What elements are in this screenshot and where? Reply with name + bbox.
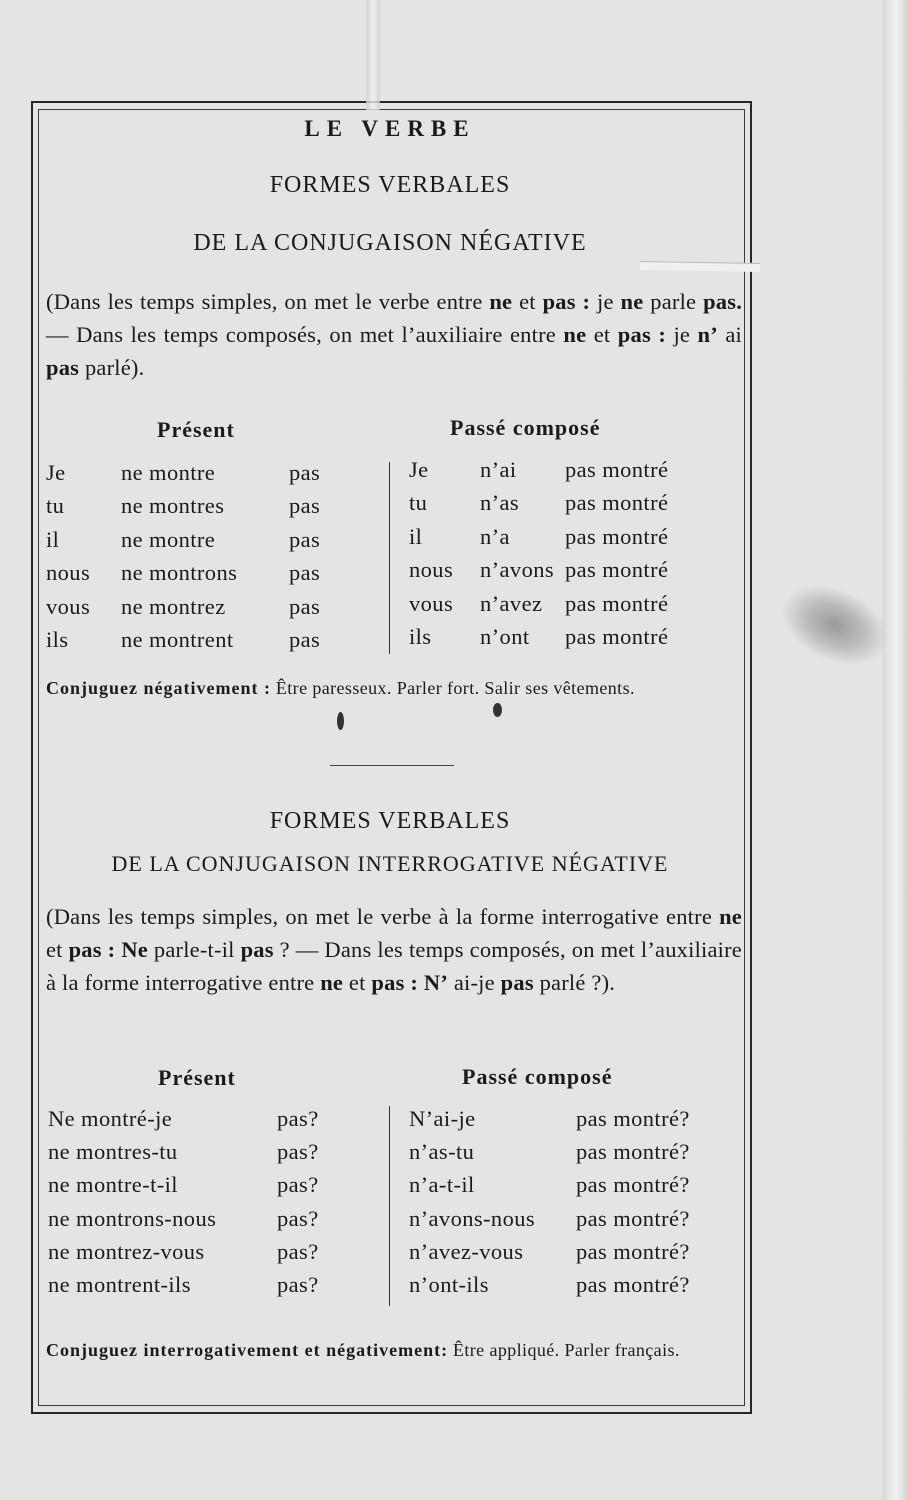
neg-passe-cell: n’a bbox=[480, 523, 510, 549]
neg-passe-cell: nous bbox=[409, 557, 454, 583]
neg-passe-cell: n’ai bbox=[480, 457, 517, 482]
neg-passe-cell: pas montré bbox=[565, 624, 669, 649]
paragraph-text: je bbox=[590, 289, 621, 314]
neg-present-cell: pas bbox=[289, 560, 321, 586]
int-present-cell: pas? bbox=[277, 1106, 319, 1131]
emphasis-word: N’ bbox=[423, 970, 449, 995]
neg-present-cell: pas bbox=[289, 627, 321, 652]
emphasis-word: pas bbox=[500, 970, 534, 995]
neg-passe-cell: n’avons bbox=[480, 557, 555, 583]
int-exercise-text: Être appliqué. Parler français. bbox=[448, 1340, 680, 1360]
neg-passe-cell: n’avez bbox=[480, 590, 543, 616]
paragraph-text: et bbox=[512, 289, 543, 314]
neg-intro-paragraph bbox=[46, 285, 742, 384]
paragraph-text: parlé). bbox=[79, 355, 145, 380]
emphasis-word: pas : bbox=[371, 970, 419, 995]
int-passe-cell: n’a-t-il bbox=[409, 1172, 475, 1198]
neg-passe-cell: pas montré bbox=[565, 490, 669, 516]
paper-tear bbox=[366, 0, 380, 110]
int-present-cell: ne montrons-nous bbox=[48, 1205, 217, 1231]
int-present-cell: pas? bbox=[277, 1238, 319, 1264]
ink-blot bbox=[493, 703, 502, 717]
int-present-cell: ne montrez-vous bbox=[48, 1238, 205, 1264]
neg-present-cell: ne montre bbox=[121, 460, 216, 485]
neg-passe-cell: n’as bbox=[480, 490, 520, 516]
emphasis-word: Ne bbox=[121, 937, 148, 962]
section-divider bbox=[330, 765, 454, 766]
int-exercise-label: Conjuguez interrogativement et négativement: bbox=[46, 1340, 449, 1360]
int-passe-cell: pas montré? bbox=[576, 1238, 690, 1264]
neg-passe-heading: Passé composé bbox=[450, 415, 601, 440]
neg-present-cell: ne montrons bbox=[121, 560, 238, 586]
neg-passe-cell: ils bbox=[409, 624, 432, 649]
neg-present-cell: Je bbox=[46, 460, 66, 485]
emphasis-word: pas bbox=[46, 355, 80, 380]
paragraph-text: ai-je bbox=[448, 970, 501, 995]
emphasis-word: ne bbox=[489, 289, 513, 314]
paragraph-text: (Dans les temps simples, on met le verbe à la forme interrogative entre bbox=[46, 904, 720, 929]
page-edge bbox=[882, 0, 908, 1500]
int-present-heading: Présent bbox=[158, 1065, 236, 1090]
neg-passe-cell: vous bbox=[409, 590, 454, 616]
int-present-cell: pas? bbox=[277, 1172, 319, 1198]
neg-present-cell: ne montres bbox=[121, 493, 225, 519]
neg-exercise-label: Conjuguez négativement : bbox=[46, 678, 271, 698]
emphasis-word: pas : bbox=[617, 322, 667, 347]
neg-passe-cell: pas montré bbox=[565, 590, 669, 616]
neg-present-cell: ne montrent bbox=[121, 627, 234, 652]
int-present-cell: pas? bbox=[277, 1272, 319, 1297]
neg-present-cell: ils bbox=[46, 627, 69, 652]
paragraph-text: je bbox=[666, 322, 698, 347]
neg-present-cell: il bbox=[46, 526, 60, 552]
paragraph-text: parlé ?). bbox=[533, 970, 616, 995]
neg-passe-cell: pas montré bbox=[565, 523, 669, 549]
paragraph-text: parle bbox=[643, 289, 704, 314]
paragraph-text: et bbox=[46, 937, 69, 962]
neg-present-heading: Présent bbox=[157, 417, 235, 442]
neg-heading-1: FORMES VERBALES bbox=[269, 172, 511, 198]
int-passe-cell: pas montré? bbox=[576, 1272, 690, 1297]
int-column-divider bbox=[389, 1106, 390, 1306]
emphasis-word: ne bbox=[719, 904, 742, 929]
paragraph-text: et bbox=[586, 322, 618, 347]
neg-present-cell: nous bbox=[46, 560, 91, 586]
emphasis-word: pas : bbox=[68, 937, 116, 962]
emphasis-word: ne bbox=[563, 322, 587, 347]
int-intro-paragraph bbox=[46, 900, 742, 999]
int-passe-cell: n’ont-ils bbox=[409, 1272, 489, 1297]
emphasis-word: n’ bbox=[697, 322, 718, 347]
ink-stain bbox=[770, 570, 899, 680]
neg-present-cell: ne montrez bbox=[121, 593, 226, 619]
emphasis-word: ne bbox=[320, 970, 344, 995]
neg-passe-cell: n’ont bbox=[480, 624, 530, 649]
int-present-cell: ne montres-tu bbox=[48, 1139, 178, 1165]
paragraph-text: — Dans les temps composés, on met l’auxiliaire entre bbox=[46, 322, 564, 347]
int-passe-cell: pas montré? bbox=[576, 1106, 690, 1131]
neg-passe-cell: tu bbox=[409, 490, 428, 516]
neg-present-cell: ne montre bbox=[121, 526, 216, 552]
int-passe-cell: n’avez-vous bbox=[409, 1238, 524, 1264]
paragraph-text: et bbox=[343, 970, 372, 995]
neg-passe-cell: il bbox=[409, 523, 423, 549]
paragraph-text: parle-t-il bbox=[147, 937, 241, 962]
neg-present-cell: pas bbox=[289, 526, 321, 552]
paragraph-text: ? — Dans les temps composés, on met l’auxiliaire à la forme interrogative entre bbox=[46, 937, 742, 995]
neg-passe-cell: Je bbox=[409, 457, 429, 482]
neg-column-divider bbox=[389, 462, 390, 654]
neg-passe-cell: pas montré bbox=[565, 557, 669, 583]
int-passe-cell: pas montré? bbox=[576, 1172, 690, 1198]
int-present-cell: pas? bbox=[277, 1205, 319, 1231]
int-present-cell: ne montrent-ils bbox=[48, 1272, 191, 1297]
neg-present-cell: vous bbox=[46, 593, 91, 619]
int-passe-cell: N’ai-je bbox=[409, 1106, 476, 1131]
emphasis-word: pas. bbox=[703, 289, 743, 314]
int-present-cell: pas? bbox=[277, 1139, 319, 1165]
int-heading-2: DE LA CONJUGAISON INTERROGATIVE NÉGATIVE bbox=[111, 851, 669, 876]
neg-passe-cell: pas montré bbox=[565, 457, 669, 482]
neg-exercise bbox=[46, 674, 742, 703]
int-present-cell: Ne montré-je bbox=[48, 1106, 173, 1131]
int-passe-cell: n’avons-nous bbox=[409, 1205, 536, 1231]
int-passe-heading: Passé composé bbox=[462, 1064, 613, 1089]
emphasis-word: ne bbox=[620, 289, 644, 314]
neg-present-cell: pas bbox=[289, 493, 321, 519]
emphasis-word: pas bbox=[240, 937, 274, 962]
neg-present-cell: pas bbox=[289, 593, 321, 619]
paragraph-text: ai bbox=[717, 322, 743, 347]
neg-exercise-text: Être paresseux. Parler fort. Salir ses vêtements. bbox=[270, 678, 635, 698]
neg-present-cell: pas bbox=[289, 460, 321, 485]
int-passe-cell: n’as-tu bbox=[409, 1139, 475, 1165]
neg-present-cell: tu bbox=[46, 493, 65, 519]
emphasis-word: pas : bbox=[542, 289, 591, 314]
page-title: LE VERBE bbox=[304, 116, 476, 141]
int-present-cell: ne montre-t-il bbox=[48, 1172, 178, 1198]
int-passe-cell: pas montré? bbox=[576, 1139, 690, 1165]
int-exercise bbox=[46, 1336, 742, 1365]
int-passe-cell: pas montré? bbox=[576, 1205, 690, 1231]
paragraph-text: (Dans les temps simples, on met le verbe entre bbox=[46, 289, 490, 314]
ink-blot bbox=[337, 712, 344, 730]
int-heading-1: FORMES VERBALES bbox=[269, 808, 511, 834]
neg-heading-2: DE LA CONJUGAISON NÉGATIVE bbox=[193, 230, 587, 256]
